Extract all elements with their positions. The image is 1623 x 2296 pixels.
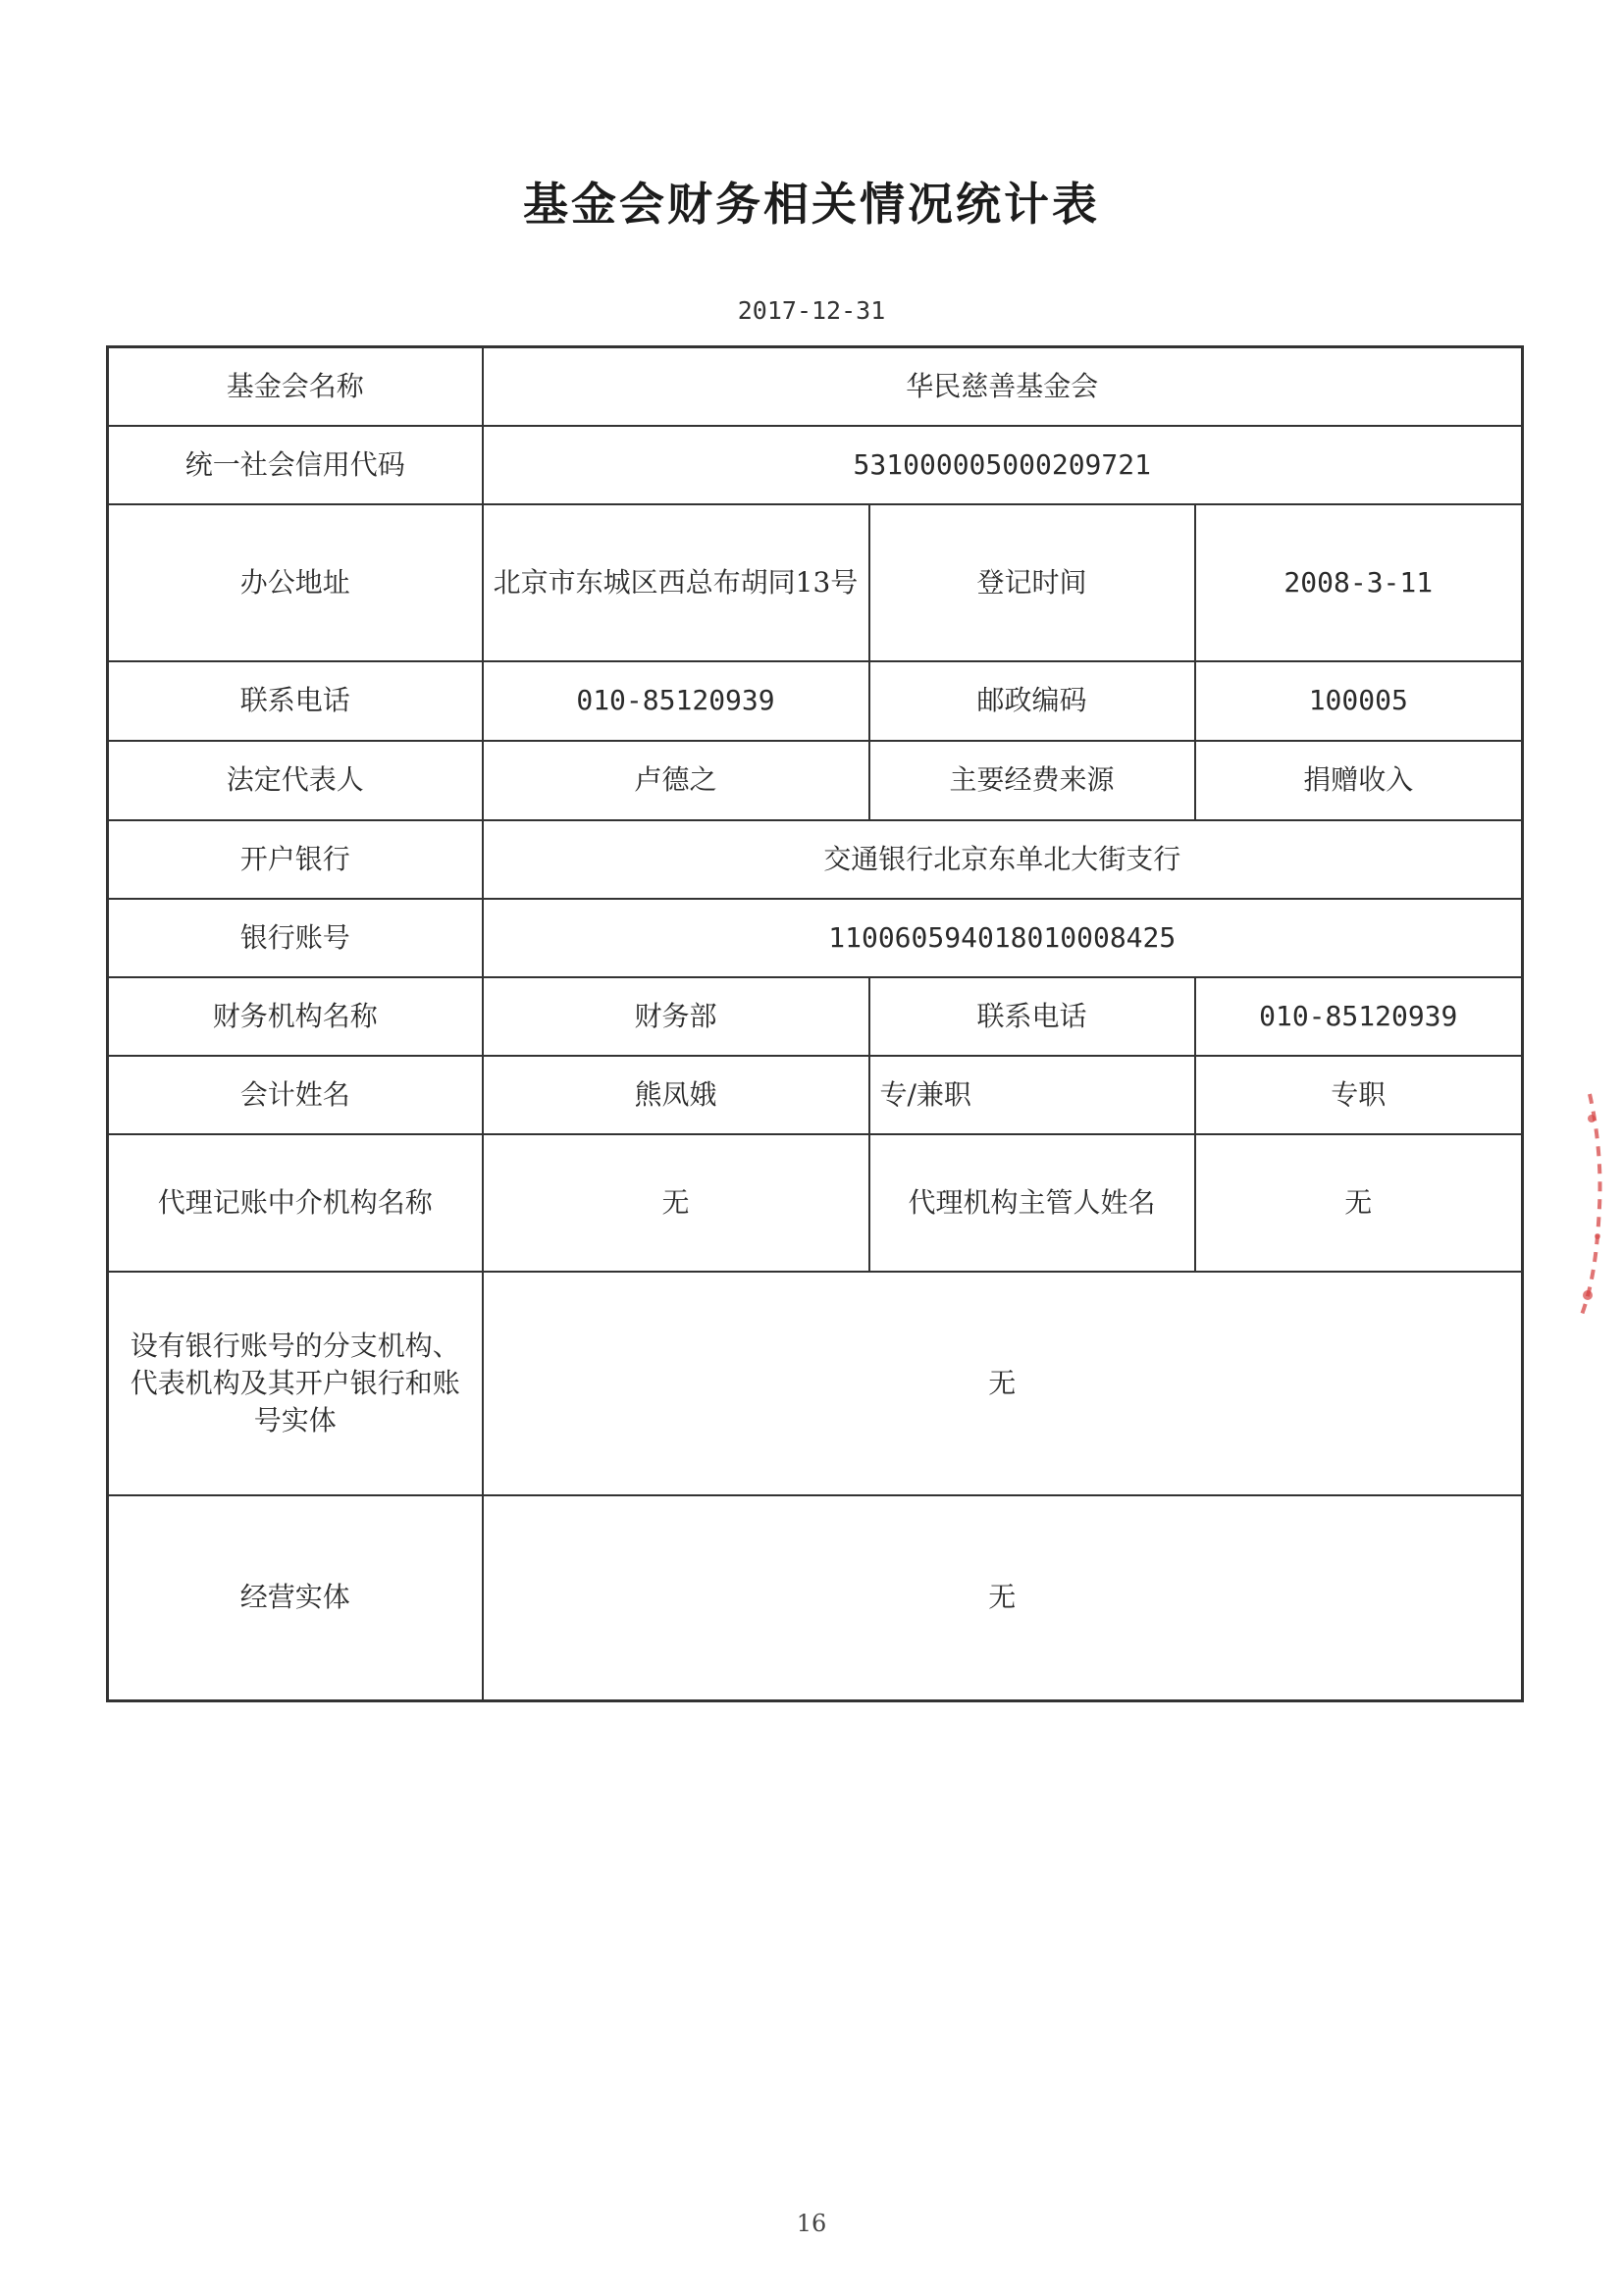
- finance-phone-value: 010-85120939: [1195, 977, 1523, 1056]
- credit-code-value: 531000005000209721: [483, 426, 1523, 504]
- account-label: 银行账号: [108, 899, 483, 977]
- funding-source-label: 主要经费来源: [869, 741, 1195, 820]
- branches-value: 无: [483, 1272, 1523, 1495]
- agency-manager-label: 代理机构主管人姓名: [869, 1134, 1195, 1272]
- finance-dept-label: 财务机构名称: [108, 977, 483, 1056]
- phone-value: 010-85120939: [483, 661, 869, 741]
- bank-value: 交通银行北京东单北大街支行: [483, 820, 1523, 899]
- funding-source-value: 捐赠收入: [1195, 741, 1523, 820]
- table-row: [108, 820, 1523, 899]
- branches-label: 设有银行账号的分支机构、代表机构及其开户银行和账号实体: [108, 1272, 483, 1495]
- finance-table: [106, 345, 1524, 1702]
- foundation-name-label: 基金会名称: [108, 347, 483, 426]
- bank-label: 开户银行: [108, 820, 483, 899]
- table-row: [108, 661, 1523, 741]
- table-row: [108, 741, 1523, 820]
- table-row: [108, 1272, 1523, 1495]
- legal-rep-label: 法定代表人: [108, 741, 483, 820]
- seal-stamp-fragment-icon: [1568, 1089, 1607, 1325]
- page-title: 基金会财务相关情况统计表: [523, 178, 1100, 231]
- agency-manager-value: 无: [1195, 1134, 1523, 1272]
- zip-value: 100005: [1195, 661, 1523, 741]
- agency-label: 代理记账中介机构名称: [108, 1134, 483, 1272]
- table-row: [108, 347, 1523, 426]
- finance-dept-value: 财务部: [483, 977, 869, 1056]
- agency-value: 无: [483, 1134, 869, 1272]
- foundation-name-value: 华民慈善基金会: [483, 347, 1523, 426]
- registration-date-label: 登记时间: [869, 504, 1195, 661]
- table-row: [108, 977, 1523, 1056]
- employment-type-value: 专职: [1195, 1056, 1523, 1134]
- credit-code-label: 统一社会信用代码: [108, 426, 483, 504]
- address-label: 办公地址: [108, 504, 483, 661]
- table-row: [108, 899, 1523, 977]
- table-row: [108, 426, 1523, 504]
- business-entity-value: 无: [483, 1495, 1523, 1701]
- zip-label: 邮政编码: [869, 661, 1195, 741]
- table-row: [108, 504, 1523, 661]
- accountant-value: 熊凤娥: [483, 1056, 869, 1134]
- finance-phone-label: 联系电话: [869, 977, 1195, 1056]
- account-value: 110060594018010008425: [483, 899, 1523, 977]
- legal-rep-value: 卢德之: [483, 741, 869, 820]
- registration-date-value: 2008-3-11: [1195, 504, 1523, 661]
- table-row: [108, 1495, 1523, 1701]
- employment-type-label: 专/兼职: [869, 1056, 1195, 1134]
- accountant-label: 会计姓名: [108, 1056, 483, 1134]
- address-value: 北京市东城区西总布胡同13号: [483, 504, 869, 661]
- report-date: 2017-12-31: [737, 296, 886, 325]
- phone-label: 联系电话: [108, 661, 483, 741]
- table-row: [108, 1056, 1523, 1134]
- business-entity-label: 经营实体: [108, 1495, 483, 1701]
- page-number: 16: [796, 2210, 827, 2237]
- table-row: [108, 1134, 1523, 1272]
